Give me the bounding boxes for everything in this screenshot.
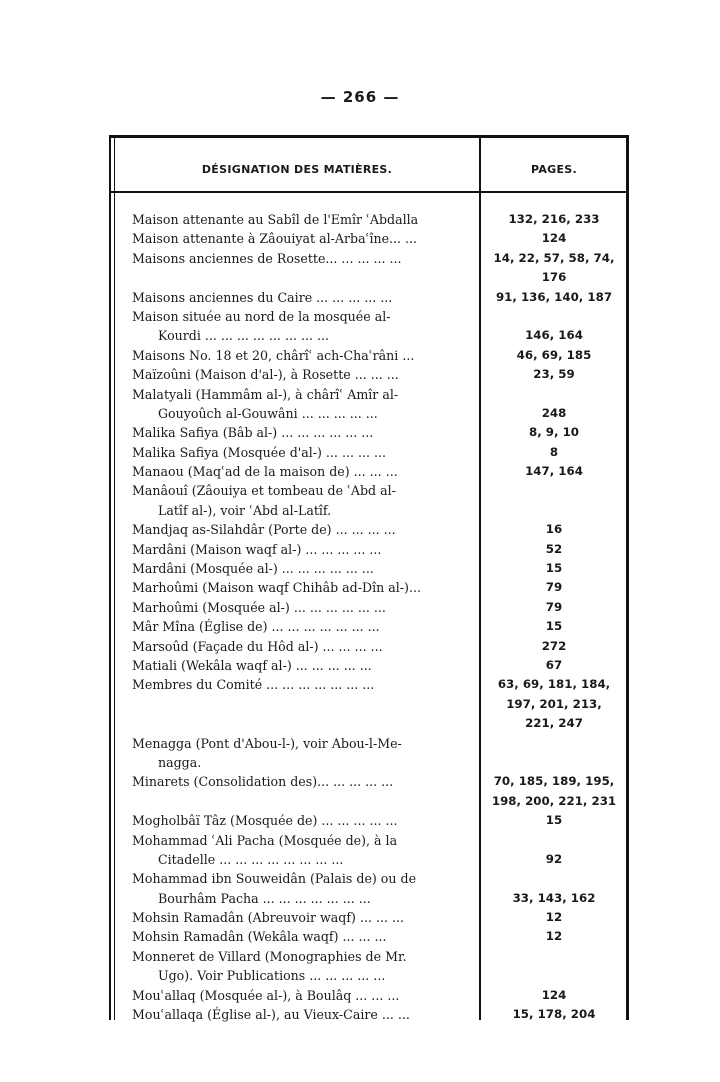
index-entries — [0, 210, 720, 1024]
entry-designation: Maison attenante au Sabîl de l'Emîr ʿAbdalla — [132, 212, 419, 227]
table-row — [0, 772, 720, 791]
entry-designation: Mogholbâï Tâz (Mosquée de) ... ... ... ... ... — [132, 813, 398, 829]
entry-pages: 146, 164 — [525, 328, 583, 343]
table-row — [0, 1005, 720, 1024]
entry-pages: 198, 200, 221, 231 — [491, 793, 617, 808]
table-row — [0, 986, 720, 1005]
entry-designation: Marhoûmi (Mosquée al-) ... ... ... ... ... ... — [132, 599, 386, 615]
entry-pages: 79 — [545, 599, 563, 614]
table-row — [0, 850, 720, 869]
entry-designation: Mouʿallaq (Mosquée al-), à Boulâq ... ... ... — [132, 987, 400, 1003]
table-row — [0, 520, 720, 539]
entry-designation: nagga. — [158, 754, 202, 770]
entry-designation: Mandjaq as-Silahdâr (Porte de) ... ... ... ... — [132, 522, 396, 538]
entry-designation: Menagga (Pont d'Abou-l-), voir Abou-l-Me- — [132, 735, 402, 751]
entry-designation: Maisons No. 18 et 20, chârîʿ ach-Chaʿrâni ... — [132, 347, 415, 363]
page-number: — 266 — — [320, 88, 400, 106]
entry-designation: Mâr Mîna (Église de) ... ... ... ... ... ... ... — [132, 619, 380, 635]
entry-designation: Matiali (Wekâla waqf al-) ... ... ... ... ... — [132, 657, 372, 673]
entry-designation: Mohammad ʿAli Pacha (Mosquée de), à la — [132, 832, 398, 848]
table-row — [0, 249, 720, 268]
entry-designation: Maisons anciennes du Caire ... ... ... ... ... — [132, 289, 393, 305]
header-rule — [109, 191, 629, 193]
table-row — [0, 908, 720, 927]
entry-designation: Maïzoûni (Maison d'al-), à Rosette ... ... ... — [132, 367, 399, 383]
entry-designation: Kourdi ... ... ... ... ... ... ... ... — [158, 328, 329, 344]
table-row — [0, 365, 720, 384]
entry-designation: Malika Safiya (Bâb al-) ... ... ... ... ... ... — [132, 425, 374, 441]
entry-designation: Membres du Comité ... ... ... ... ... ... ... — [132, 677, 375, 693]
entry-designation: Manâouî (Zâouiya et tombeau de ʿAbd al- — [132, 483, 396, 499]
table-row — [0, 792, 720, 811]
table-row — [0, 501, 720, 520]
entry-designation: Maisons anciennes de Rosette... ... ... ... ... — [132, 250, 402, 266]
entry-designation: Mouʿallaqa (Église al-), au Vieux-Caire ... ... — [132, 1007, 410, 1023]
table-row — [0, 423, 720, 442]
entry-designation: Latîf al-), voir ʿAbd al-Latîf. — [158, 502, 332, 518]
table-row — [0, 443, 720, 462]
table-row — [0, 288, 720, 307]
entry-pages: 272 — [541, 638, 567, 653]
entry-pages: 124 — [541, 231, 567, 246]
entry-pages: 176 — [541, 270, 567, 285]
table-row — [0, 346, 720, 365]
entry-pages: 63, 69, 181, 184, — [497, 677, 611, 692]
table-row — [0, 753, 720, 772]
entry-pages: 15 — [545, 813, 563, 828]
entry-designation: Bourhâm Pacha ... ... ... ... ... ... ... — [158, 890, 371, 906]
table-row — [0, 656, 720, 675]
entry-pages: 14, 22, 57, 58, 74, — [493, 250, 615, 265]
table-row — [0, 210, 720, 229]
entry-designation: Gouyoûch al-Gouwâni ... ... ... ... ... — [158, 405, 378, 421]
table-row — [0, 385, 720, 404]
header-designation: DÉSIGNATION DES MATIÈRES. — [201, 163, 393, 176]
entry-pages: 70, 185, 189, 195, — [493, 774, 615, 789]
entry-pages: 46, 69, 185 — [516, 347, 592, 362]
entry-designation: Ugo). Voir Publications ... ... ... ... ... — [158, 968, 386, 984]
entry-pages: 12 — [545, 929, 563, 944]
table-row — [0, 578, 720, 597]
table-row — [0, 869, 720, 888]
entry-pages: 16 — [545, 522, 563, 537]
table-row — [0, 675, 720, 694]
table-row — [0, 540, 720, 559]
entry-pages: 124 — [541, 987, 567, 1002]
entry-designation: Maison située au nord de la mosquée al- — [132, 308, 391, 324]
entry-pages: 248 — [541, 405, 567, 420]
table-row — [0, 617, 720, 636]
entry-pages: 92 — [545, 851, 563, 866]
table-row — [0, 307, 720, 326]
entry-designation: Monneret de Villard (Monographies de Mr. — [132, 948, 407, 964]
entry-pages: 8 — [549, 444, 559, 459]
entry-designation: Mohsin Ramadân (Abreuvoir waqf) ... ... ... — [132, 910, 404, 926]
entry-pages: 15 — [545, 561, 563, 576]
entry-pages: 79 — [545, 580, 563, 595]
entry-pages: 12 — [545, 910, 563, 925]
entry-designation: Mardâni (Maison waqf al-) ... ... ... ... ... — [132, 541, 382, 557]
entry-pages: 91, 136, 140, 187 — [495, 289, 613, 304]
entry-pages: 132, 216, 233 — [508, 212, 600, 226]
entry-pages: 67 — [545, 657, 563, 672]
table-row — [0, 559, 720, 578]
table-row — [0, 598, 720, 617]
table-row — [0, 966, 720, 985]
entry-pages: 8, 9, 10 — [528, 425, 579, 440]
table-row — [0, 326, 720, 345]
entry-pages: 147, 164 — [525, 464, 583, 479]
table-row — [0, 714, 720, 733]
entry-designation: Marhoûmi (Maison waqf Chihâb ad-Dîn al-)... — [132, 580, 421, 596]
entry-designation: Malatyali (Hammâm al-), à chârîʿ Amîr al- — [132, 386, 399, 402]
entry-pages: 15, 178, 204 — [512, 1007, 596, 1022]
table-row — [0, 404, 720, 423]
entry-pages: 33, 143, 162 — [512, 890, 596, 905]
entry-pages: 15 — [545, 619, 563, 634]
entry-pages: 197, 201, 213, — [506, 696, 602, 711]
table-row — [0, 947, 720, 966]
table-row — [0, 811, 720, 830]
entry-designation: Mohsin Ramadân (Wekâla waqf) ... ... ... — [132, 929, 387, 945]
table-row — [0, 268, 720, 287]
header-pages: PAGES. — [530, 163, 577, 176]
entry-pages: 52 — [545, 541, 563, 556]
entry-designation: Marsoûd (Façade du Hôd al-) ... ... ... ... — [132, 638, 383, 654]
entry-designation: Maison attenante à Zâouiyat al-Arbaʿîne... ... — [132, 231, 418, 247]
table-row — [0, 229, 720, 248]
entry-designation: Mardâni (Mosquée al-) ... ... ... ... ... ... — [132, 561, 374, 577]
entry-designation: Citadelle ... ... ... ... ... ... ... ... — [158, 851, 344, 867]
table-row — [0, 831, 720, 850]
entry-pages: 23, 59 — [533, 367, 575, 382]
entry-designation: Minarets (Consolidation des)... ... ... ... ... — [132, 774, 394, 790]
table-row — [0, 927, 720, 946]
table-row — [0, 889, 720, 908]
table-row — [0, 695, 720, 714]
table-row — [0, 462, 720, 481]
table-row — [0, 481, 720, 500]
entry-pages: 221, 247 — [525, 716, 583, 731]
table-row — [0, 637, 720, 656]
entry-designation: Manaou (Maqʿad de la maison de) ... ... ... — [132, 464, 398, 480]
entry-designation: Mohammad ibn Souweidân (Palais de) ou de — [132, 871, 417, 887]
table-row — [0, 734, 720, 753]
entry-designation: Malika Safiya (Mosquée d'al-) ... ... ... ... — [132, 444, 386, 460]
